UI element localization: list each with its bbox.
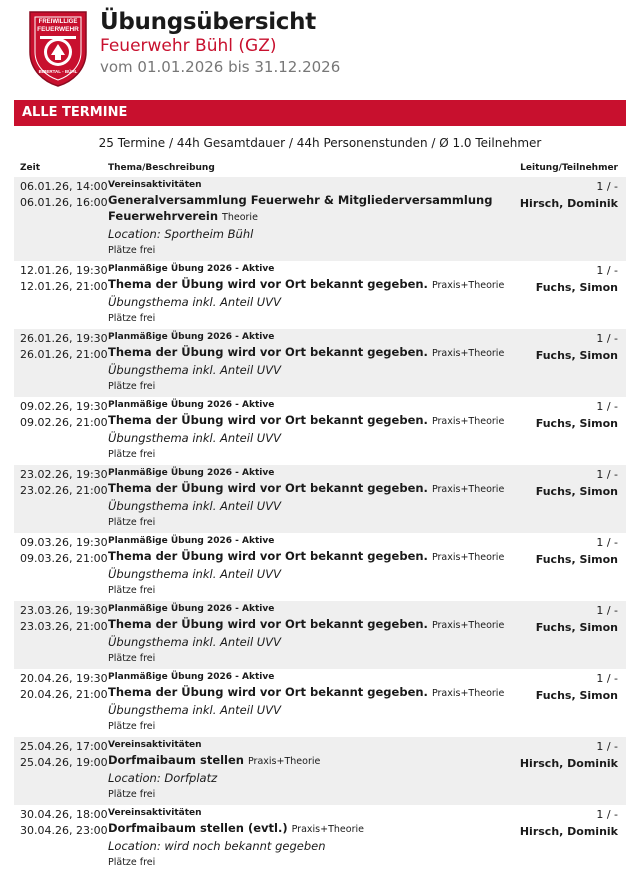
- event-tag: Praxis+Theorie: [248, 756, 321, 767]
- time-cell: [20, 807, 108, 839]
- event-category: Planmäßige Übung 2026 - Aktive: [108, 264, 275, 274]
- events-table: [14, 162, 626, 873]
- end-time: 09.02.26, 21:00: [20, 416, 108, 429]
- column-header-zeit: Zeit: [20, 163, 41, 173]
- table-row: [14, 601, 626, 669]
- event-title: [108, 276, 516, 294]
- title-block: [100, 8, 340, 77]
- participant-count: 1 / -: [596, 180, 618, 193]
- start-time: 09.03.26, 19:30: [20, 536, 108, 549]
- event-category: Planmäßige Übung 2026 - Aktive: [108, 672, 275, 682]
- leader-name: Fuchs, Simon: [535, 553, 618, 566]
- event-category: Vereinsaktivitäten: [108, 740, 202, 750]
- event-tag: Theorie: [222, 212, 258, 223]
- event-title: [108, 480, 516, 498]
- table-row: [14, 669, 626, 737]
- event-tag: Praxis+Theorie: [431, 552, 505, 563]
- svg-text:BIBERTAL - BÜHL: BIBERTAL - BÜHL: [38, 69, 78, 74]
- availability-text: Plätze frei: [108, 857, 156, 868]
- event-title-text: Thema der Übung wird vor Ort bekannt gegeben.: [108, 549, 428, 563]
- theme-cell: [108, 739, 516, 802]
- event-title-text: Thema der Übung wird vor Ort bekannt gegeben.: [108, 345, 428, 359]
- date-range: vom 01.01.2026 bis 31.12.2026: [100, 58, 341, 76]
- svg-text:FEUERWEHR: FEUERWEHR: [37, 26, 79, 33]
- theme-cell: [108, 263, 516, 326]
- event-description: Übungsthema inkl. Anteil UVV: [108, 295, 281, 309]
- time-cell: [20, 739, 108, 771]
- event-title-line-2: Feuerwehrverein: [108, 209, 219, 223]
- leader-cell: [536, 399, 618, 432]
- theme-cell: [108, 179, 516, 258]
- leader-cell: [536, 535, 618, 568]
- participant-count: 1 / -: [596, 536, 618, 549]
- theme-cell: [108, 535, 516, 598]
- column-header-leitung: Leitung/Teilnehmer: [520, 163, 618, 173]
- header: [0, 0, 643, 96]
- event-title-text: Thema der Übung wird vor Ort bekannt gegeben.: [108, 413, 428, 427]
- participant-count: 1 / -: [596, 740, 618, 753]
- table-row: [14, 261, 626, 329]
- leader-cell: [536, 263, 618, 296]
- time-cell: [20, 535, 108, 567]
- start-time: 06.01.26, 14:00: [20, 180, 108, 193]
- leader-name: Hirsch, Dominik: [519, 197, 618, 210]
- svg-text:FREIWILLIGE: FREIWILLIGE: [38, 19, 78, 25]
- leader-name: Fuchs, Simon: [535, 349, 618, 362]
- theme-cell: [108, 399, 516, 462]
- theme-cell: [108, 671, 516, 734]
- table-row: [14, 465, 626, 533]
- event-description: Übungsthema inkl. Anteil UVV: [108, 567, 281, 581]
- end-time: 23.03.26, 21:00: [20, 620, 108, 633]
- event-tag: Praxis+Theorie: [431, 280, 505, 291]
- participant-count: 1 / -: [596, 264, 618, 277]
- event-title: [108, 412, 516, 430]
- event-tag: Praxis+Theorie: [431, 620, 505, 631]
- event-title-line-1: Generalversammlung Feuerwehr & Mitgliederversammlung: [108, 193, 493, 207]
- fire-department-crest-icon: [26, 8, 90, 88]
- leader-cell: [536, 603, 618, 636]
- theme-cell: [108, 331, 516, 394]
- time-cell: [20, 603, 108, 635]
- event-tag: Praxis+Theorie: [431, 348, 505, 359]
- event-category: Planmäßige Übung 2026 - Aktive: [108, 604, 275, 614]
- leader-name: Fuchs, Simon: [535, 485, 618, 498]
- column-header-thema: Thema/Beschreibung: [108, 163, 215, 173]
- event-title-text: Dorfmaibaum stellen: [108, 753, 244, 767]
- event-description: Übungsthema inkl. Anteil UVV: [108, 635, 281, 649]
- availability-text: Plätze frei: [108, 653, 156, 664]
- end-time: 30.04.26, 23:00: [20, 824, 108, 837]
- event-description: Location: Dorfplatz: [108, 771, 218, 785]
- leader-name: Hirsch, Dominik: [519, 757, 618, 770]
- leader-cell: [536, 467, 618, 500]
- leader-cell: [520, 179, 618, 212]
- time-cell: [20, 399, 108, 431]
- time-cell: [20, 331, 108, 363]
- time-cell: [20, 263, 108, 295]
- participant-count: 1 / -: [596, 808, 618, 821]
- availability-text: Plätze frei: [108, 517, 156, 528]
- theme-cell: [108, 603, 516, 666]
- event-description: Übungsthema inkl. Anteil UVV: [108, 703, 281, 717]
- table-row: [14, 397, 626, 465]
- event-description: Location: wird noch bekannt gegeben: [108, 839, 326, 853]
- end-time: 25.04.26, 19:00: [20, 756, 108, 769]
- section-header: ALLE TERMINE: [14, 100, 626, 126]
- availability-text: Plätze frei: [108, 245, 156, 256]
- page-title: Übungsübersicht: [100, 9, 316, 35]
- event-title-text: Dorfmaibaum stellen (evtl.): [108, 821, 288, 835]
- availability-text: Plätze frei: [108, 381, 156, 392]
- event-description: Location: Sportheim Bühl: [108, 227, 254, 241]
- event-title-text: Thema der Übung wird vor Ort bekannt gegeben.: [108, 277, 428, 291]
- table-row: [14, 533, 626, 601]
- event-title-text: Thema der Übung wird vor Ort bekannt gegeben.: [108, 481, 428, 495]
- event-title-continued: [108, 208, 516, 226]
- end-time: 26.01.26, 21:00: [20, 348, 108, 361]
- leader-cell: [520, 739, 618, 772]
- end-time: 09.03.26, 21:00: [20, 552, 108, 565]
- time-cell: [20, 179, 108, 211]
- event-title: [108, 752, 516, 770]
- leader-name: Fuchs, Simon: [535, 689, 618, 702]
- event-description: Übungsthema inkl. Anteil UVV: [108, 363, 281, 377]
- participant-count: 1 / -: [596, 468, 618, 481]
- end-time: 12.01.26, 21:00: [20, 280, 108, 293]
- start-time: 12.01.26, 19:30: [20, 264, 108, 277]
- event-category: Planmäßige Übung 2026 - Aktive: [108, 400, 275, 410]
- leader-name: Hirsch, Dominik: [519, 825, 618, 838]
- theme-cell: [108, 807, 516, 870]
- leader-cell: [536, 331, 618, 364]
- participant-count: 1 / -: [596, 672, 618, 685]
- event-title: [108, 344, 516, 362]
- leader-cell: [520, 807, 618, 840]
- event-category: Planmäßige Übung 2026 - Aktive: [108, 468, 275, 478]
- section-summary: 25 Termine / 44h Gesamtdauer / 44h Personenstunden / Ø 1.0 Teilnehmer: [98, 136, 542, 150]
- event-title: [108, 616, 516, 634]
- event-title-text: Thema der Übung wird vor Ort bekannt gegeben.: [108, 685, 428, 699]
- event-tag: Praxis+Theorie: [431, 416, 505, 427]
- end-time: 20.04.26, 21:00: [20, 688, 108, 701]
- start-time: 26.01.26, 19:30: [20, 332, 108, 345]
- table-row: [14, 329, 626, 397]
- event-title: [108, 192, 516, 208]
- organization-name: Feuerwehr Bühl (GZ): [100, 36, 277, 56]
- participant-count: 1 / -: [596, 604, 618, 617]
- time-cell: [20, 671, 108, 703]
- start-time: 20.04.26, 19:30: [20, 672, 108, 685]
- event-title: [108, 820, 516, 838]
- event-category: Vereinsaktivitäten: [108, 808, 202, 818]
- table-row: [14, 737, 626, 805]
- event-tag: Praxis+Theorie: [291, 824, 364, 835]
- theme-cell: [108, 467, 516, 530]
- end-time: 23.02.26, 21:00: [20, 484, 108, 497]
- event-title: [108, 684, 516, 702]
- leader-name: Fuchs, Simon: [535, 281, 618, 294]
- leader-name: Fuchs, Simon: [535, 417, 618, 430]
- start-time: 25.04.26, 17:00: [20, 740, 108, 753]
- start-time: 23.02.26, 19:30: [20, 468, 108, 481]
- event-description: Übungsthema inkl. Anteil UVV: [108, 499, 281, 513]
- leader-cell: [536, 671, 618, 704]
- event-title-text: Thema der Übung wird vor Ort bekannt gegeben.: [108, 617, 428, 631]
- table-row: [14, 177, 626, 261]
- event-category: Planmäßige Übung 2026 - Aktive: [108, 536, 275, 546]
- table-header: [14, 162, 626, 177]
- start-time: 23.03.26, 19:30: [20, 604, 108, 617]
- availability-text: Plätze frei: [108, 789, 156, 800]
- start-time: 30.04.26, 18:00: [20, 808, 108, 821]
- participant-count: 1 / -: [596, 332, 618, 345]
- event-tag: Praxis+Theorie: [431, 688, 505, 699]
- availability-text: Plätze frei: [108, 585, 156, 596]
- availability-text: Plätze frei: [108, 313, 156, 324]
- event-title: [108, 548, 516, 566]
- participant-count: 1 / -: [596, 400, 618, 413]
- leader-name: Fuchs, Simon: [535, 621, 618, 634]
- availability-text: Plätze frei: [108, 449, 156, 460]
- event-tag: Praxis+Theorie: [431, 484, 505, 495]
- event-category: Vereinsaktivitäten: [108, 180, 202, 190]
- start-time: 09.02.26, 19:30: [20, 400, 108, 413]
- end-time: 06.01.26, 16:00: [20, 196, 108, 209]
- event-description: Übungsthema inkl. Anteil UVV: [108, 431, 281, 445]
- time-cell: [20, 467, 108, 499]
- table-row: [14, 805, 626, 873]
- event-category: Planmäßige Übung 2026 - Aktive: [108, 332, 275, 342]
- availability-text: Plätze frei: [108, 721, 156, 732]
